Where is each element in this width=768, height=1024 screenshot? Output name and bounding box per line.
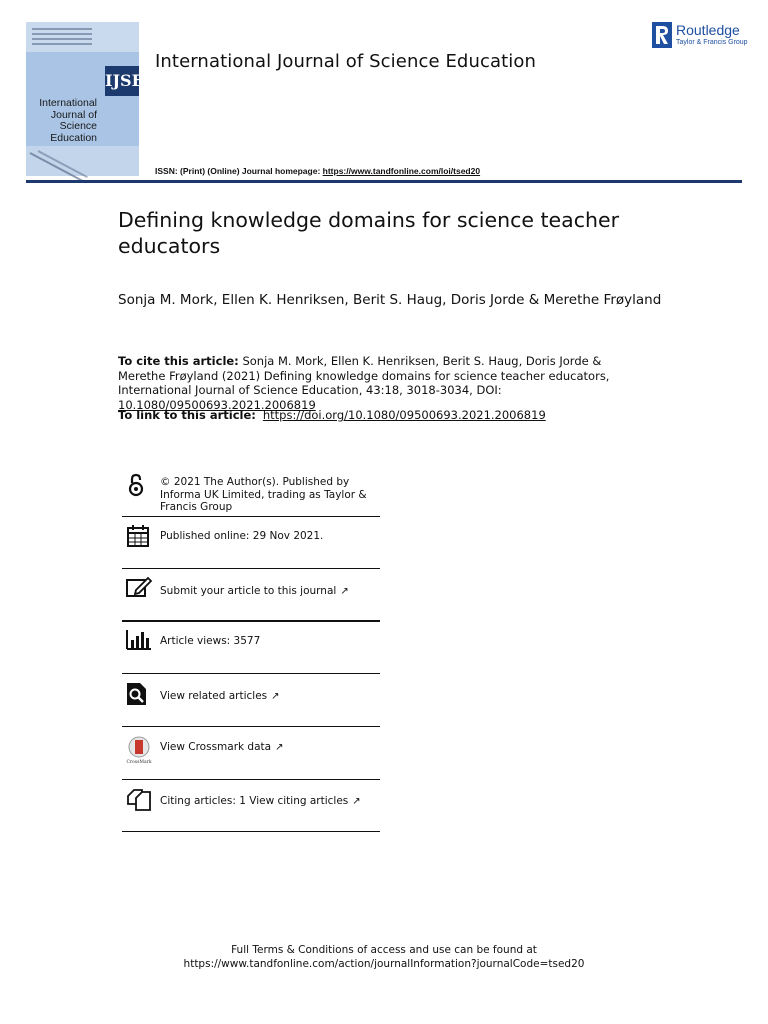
submit-article-link[interactable]: Submit your article to this journal ↗	[160, 585, 349, 597]
article-title: Defining knowledge domains for science teacher educators	[118, 208, 619, 258]
crossmark-icon	[126, 736, 152, 764]
cite-label: To cite this article:	[118, 354, 239, 368]
open-access-icon	[126, 472, 146, 498]
citing-icon	[126, 788, 152, 812]
terms-link[interactable]: https://www.tandfonline.com/action/journalInformation?journalCode=tsed20	[183, 958, 585, 970]
related-articles-link[interactable]: View related articles ↗	[160, 690, 280, 702]
cite-text: Sonja M. Mork, Ellen K. Henriksen, Berit S. Haug, Doris Jorde & Merethe Frøyland (2021) Defining knowledge domains for science teacher educators, International Journal of Science Education, 43:18, 3018-3034, DOI:	[118, 354, 610, 397]
article-doi-link[interactable]: https://doi.org/10.1080/09500693.2021.2006819	[262, 408, 546, 422]
license-row	[122, 472, 380, 516]
published-date: Published online: 29 Nov 2021.	[160, 530, 324, 542]
svg-text:CrossMark: CrossMark	[126, 760, 152, 765]
submit-article-row[interactable]	[122, 576, 380, 620]
edit-icon	[126, 576, 152, 598]
cover-title: International Journal of Science Education	[39, 97, 97, 144]
publisher-subtitle: Taylor & Francis Group	[676, 39, 748, 46]
citing-articles-row[interactable]	[122, 788, 380, 832]
journal-title: International Journal of Science Education	[155, 51, 536, 72]
related-articles-row[interactable]	[122, 682, 380, 726]
external-link-icon: ↗	[271, 691, 280, 702]
issn-line	[155, 166, 480, 176]
article-authors: Sonja M. Mork, Ellen K. Henriksen, Berit S. Haug, Doris Jorde & Merethe Frøyland	[118, 292, 662, 308]
journal-cover-image	[26, 22, 144, 176]
external-link-icon: ↗	[340, 586, 349, 597]
publisher-name: Routledge	[676, 22, 740, 38]
journal-homepage-link[interactable]: https://www.tandfonline.com/loi/tsed20	[322, 166, 481, 176]
cite-doi-link[interactable]: 10.1080/09500693.2021.2006819	[118, 397, 316, 412]
terms-text: Full Terms & Conditions of access and use can be found at	[231, 944, 537, 956]
article-views: Article views: 3577	[160, 635, 261, 647]
citing-articles-link[interactable]: Citing articles: 1 View citing articles ↗	[160, 795, 361, 807]
article-views-row	[122, 628, 380, 672]
external-link-icon: ↗	[275, 742, 284, 753]
cover-badge: IJSE	[105, 66, 139, 96]
routledge-icon	[652, 22, 672, 48]
header-divider	[26, 180, 742, 183]
article-link-line	[118, 408, 658, 422]
link-label: To link to this article:	[118, 408, 260, 422]
bar-chart-icon	[126, 628, 152, 650]
license-text: © 2021 The Author(s). Published by Informa UK Limited, trading as Taylor & Francis Group	[160, 476, 367, 513]
crossmark-row[interactable]	[122, 736, 380, 780]
citation-block	[118, 354, 638, 412]
published-row	[122, 524, 380, 568]
crossmark-link[interactable]: View Crossmark data ↗	[160, 741, 284, 753]
search-document-icon	[126, 682, 148, 706]
terms-footer	[0, 943, 768, 971]
external-link-icon: ↗	[352, 796, 361, 807]
calendar-icon	[126, 524, 150, 548]
issn-label: ISSN: (Print) (Online) Journal homepage:	[155, 166, 323, 176]
